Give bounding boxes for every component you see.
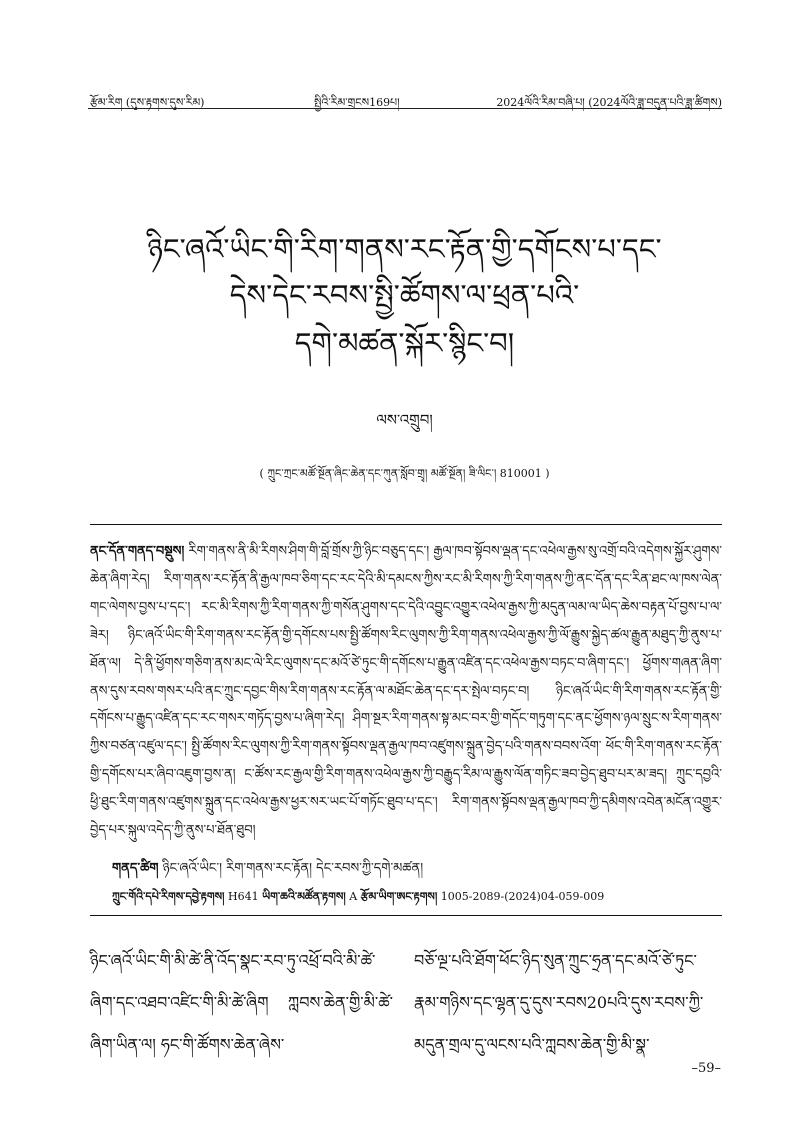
clc-number: H641	[224, 890, 263, 903]
article-id: 1005-2089-(2024)04-059-009	[437, 890, 605, 903]
abstract-label: ནང་དོན་གནད་བསྡུས།	[90, 544, 185, 559]
clc-label: ཀྲུང་གོའི་དཔེ་རིགས་དབྱེ་རྟགས།	[112, 890, 225, 903]
article-title-line-2: དེས་དེང་རབས་སྤྱི་ཚོགས་ལ་ཕྲན་པའི་	[229, 278, 580, 312]
author-affiliation: ( ཀྲུང་ཀྲང་མཚོ་སྔོན་ཞིང་ཆེན་དང་ཀུན་སློབ་གྲྭ། མཚོ་སྔོན། ཟི་ལིང་། 810001 )	[259, 467, 550, 480]
header-rule	[88, 108, 722, 109]
keywords-label: གནད་ཚིག	[112, 861, 159, 876]
abstract-top-rule	[90, 524, 722, 525]
classification-line	[112, 884, 722, 915]
article-title-line-1: ཉིང་ཞའོ་ཡིང་གི་རིག་གནས་རང་རྟོན་གྱི་དགོངས་པ་དང་	[147, 232, 662, 266]
issue-number-header: སྤྱིའི་རིམ་གྲངས169པ།	[314, 96, 400, 109]
body-column-right: བཅོ་ལྔ་པའི་ཐོག་ཕོང་ཉིད་སུན་ཀྲུང་ཧྲན་དང་མའོ་ཙེ་ཏུང་རྣམ་གཉིས་དང་ལྷན་དུ་དུས་རབས20པའི་དུས་རབས་ཀྱི་མདུན་གྲལ་དུ་ལངས་པའི་ཀླབས་ཆེན་གྱི་མི་སྣ་	[414, 951, 704, 1054]
abstract	[90, 538, 722, 845]
body-column-left: ཉིང་ཞའོ་ཡིང་གི་མི་ཚེ་ནི་འོད་སྣང་རབ་ཏུ་འཕྲོ་བའི་མི་ཚེ་ཞིག་དང་འཐབ་འཛིང་གི་མི་ཚེ་ཞིག ཀླབས་ཆེན་གྱི་མི་ཚེ་ཞིག་ཡིན་ལ། ཧང་གི་ཚོགས་ཆེན་ཞེས་	[90, 951, 393, 1054]
journal-name-header: རྩོམ་རིག (དུས་རྟགས་དུས་རིམ)	[90, 96, 205, 109]
document-code: A	[345, 890, 361, 903]
article-title-line-3: དགེ་མཚན་སྐོར་སྙིང་བ།	[294, 326, 515, 360]
author-name: ལས་འགྲུབ།	[376, 411, 433, 429]
article-id-label: རྩོམ་ཡིག་ཨང་རྟགས།	[360, 890, 438, 903]
keywords-text: ཉིང་ཞའོ་ཡིང་། རིག་གནས་རང་རྟོན། དེང་རབས་ཀྱི་དགེ་མཚན།	[158, 861, 424, 876]
abstract-bottom-rule	[90, 915, 722, 916]
abstract-text: རིག་གནས་ནི་མི་རིགས་ཤིག་གི་བློ་གྲོས་ཀྱི་ཉིང་བཅུད་དང་། རྒྱལ་ཁབ་སྟོབས་ལྡན་དང་འཕེལ་རྒྱས་སུ་འགྲོ་བའི་འདེགས་སྐྱོར་ཤུགས་ཆེན་ཞིག་རེད། རིག་གནས་རང་རྟོན་ནི་རྒྱལ་ཁབ་ཅིག་དང་རང་དེའི་མི་དམངས་ཀྱིས་རང་མི་རིགས་ཀྱི་རིག་གནས་ཀྱི་ནང་དོན་དང་རིན་ཐང་ལ་ཁས་ལེན་གང་ལེགས་བྱས་པ་དང་། རང་མི་རིགས་ཀྱི་རིག་གནས་ཀྱི་གསོན་ཤུགས་དང་དེའི་འབྱུང་འགྱུར་འཕེལ་རྒྱས་ཀྱི་མདུན་ལམ་ལ་ཡིད་ཆེས་བརྟན་པོ་བྱས་པ་ལ་ཟེར། ཉིང་ཞའོ་ཡིང་གི་རིག་གནས་རང་རྟོན་གྱི་དགོངས་པས་སྤྱི་ཚོགས་རིང་ལུགས་ཀྱི་རིག་གནས་འཕེལ་རྒྱས་ཀྱི་ལོ་རྒྱུས་སྐྱེད་ཚལ་རྒྱུན་མཐུད་ཀྱི་ནུས་པ་ཐོན་ལ། དེ་ནི་ཕྱོགས་གཅིག་ནས་མང་ལེ་རིང་ལུགས་དང་མའོ་ཙེ་ཏུང་གི་དགོངས་པ་རྒྱུན་འཛིན་དང་འཕེལ་རྒྱས་བཏང་བ་ཞིག་དང་། ཕྱོགས་གཞན་ཞིག་ནས་དུས་རབས་གསར་པའི་ནང་ཀྲུང་དབྱང་གིས་རིག་གནས་རང་རྟོན་ལ་མཐོང་ཆེན་དང་དར་སྤེལ་བཏང་བ། ཉིང་ཞའོ་ཡིང་གི་རིག་གནས་རང་རྟོན་གྱི་དགོངས་པ་རྒྱུད་འཛིན་དང་རང་གསར་གཏོད་བྱས་པ་ཞིག་རེད། ཤིག་སྔར་རིག་གནས་སྟ་མང་བར་གྱི་གདོང་གཏུག་དང་ནང་ཕྱོགས་ཉལ་སྲུང་ས་རིག་གནས་ཀྱིས་བཙན་འཛུལ་དང་། སྤྱི་ཚོགས་རིང་ལུགས་ཀྱི་རིག་གནས་སྟོབས་ལྡན་རྒྱལ་ཁབ་འཛུགས་སྐྲུན་བྱེད་པའི་གནས་བབས་འོག་ ཕོང་གི་རིག་གནས་རང་རྟོན་གྱི་དགོངས་པར་ཞིབ་འཇུག་བྱས་ན། ང་ཚོས་རང་རྒྱལ་གྱི་རིག་གནས་འཕེལ་རྒྱས་ཀྱི་བརྒྱུད་རིམ་ལ་རྒྱུས་ལོན་གཏིང་ཟབ་བྱེད་ཐུབ་པར་མ་ཟད། ཀྲུང་དབྱའི་ཕྱི་ཐུང་རིག་གནས་འཛུགས་སྐྲུན་དང་འཕེལ་རྒྱས་ཕྱར་སར་ཡང་པོ་གཏོང་ཐུབ་པ་དང་། རིག་གནས་སྟོབས་ལྡན་རྒྱལ་ཁབ་ཀྱི་དམིགས་འབེན་མངོན་འགྱུར་བྱེད་པར་སྐུལ་འདེད་ཀྱི་ནུས་པ་ཐོན་ཐུབ།	[90, 544, 722, 839]
issue-date-header: 2024ལོའི་རིམ་བཞི་པ། (2024ལོའི་ཟླ་བདུན་པའི་ཟླ་ཚིགས)	[496, 96, 722, 109]
page-number: –59–	[691, 1061, 721, 1076]
document-code-label: ཡིག་ཆའི་མཚོན་རྟགས།	[262, 890, 346, 903]
